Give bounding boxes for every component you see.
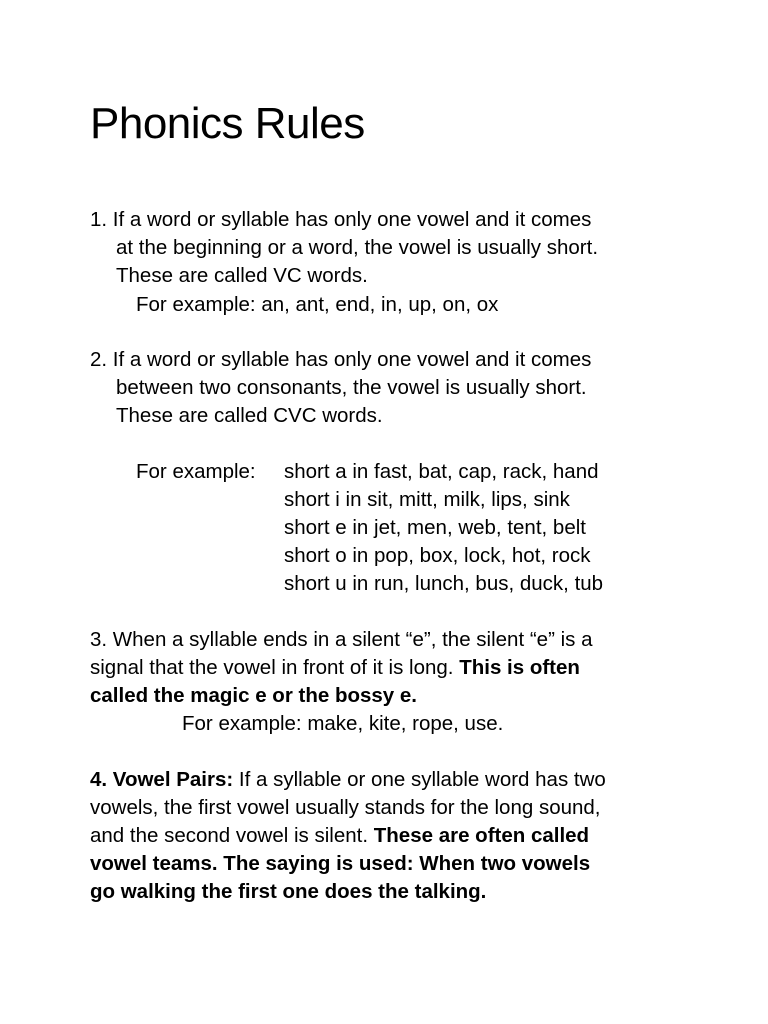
rule-1-line-1: 1. If a word or syllable has only one vowel and it comes xyxy=(90,208,592,231)
rule-3-line-2-text: signal that the vowel in front of it is long. xyxy=(90,656,460,679)
rule-3-line-3: called the magic e or the bossy e. xyxy=(90,684,417,707)
rule-1-example: For example: an, ant, end, in, up, on, ox xyxy=(136,293,499,316)
rule-2-line-1: 2. If a word or syllable has only one vowel and it comes xyxy=(90,348,592,371)
rule-3-line-2-emphasis: This is often xyxy=(459,656,580,679)
rule-1-line-2: at the beginning or a word, the vowel is usually short. xyxy=(116,236,599,259)
rule-4-line-3-text: and the second vowel is silent. xyxy=(90,824,374,847)
rule-4-line-3-emphasis: These are often called xyxy=(373,824,590,847)
rule-2-example-short-o: short o in pop, box, lock, hot, rock xyxy=(284,544,591,567)
rule-2-example-label: For example: xyxy=(136,460,256,483)
rule-4-line-1 xyxy=(90,766,606,794)
rule-2-example-short-u: short u in run, lunch, bus, duck, tub xyxy=(284,572,604,595)
rule-1-line-3: These are called VC words. xyxy=(116,264,368,287)
rule-2-example-short-e: short e in jet, men, web, tent, belt xyxy=(284,516,586,539)
rule-2-line-3: These are called CVC words. xyxy=(116,404,383,427)
rule-4-line-2: vowels, the first vowel usually stands for the long sound, xyxy=(90,796,601,819)
rule-3-example: For example: make, kite, rope, use. xyxy=(182,712,504,735)
rule-4-line-5: go walking the first one does the talking. xyxy=(90,880,487,903)
rule-2-example-short-i: short i in sit, mitt, milk, lips, sink xyxy=(284,488,570,511)
rule-4-heading: 4. Vowel Pairs: xyxy=(90,768,234,791)
page-title: Phonics Rules xyxy=(90,99,365,148)
rule-2-line-2: between two consonants, the vowel is usually short. xyxy=(116,376,587,399)
rule-4-line-3 xyxy=(90,822,589,850)
rule-3-line-2 xyxy=(90,654,580,682)
rule-4-line-1-text: If a syllable or one syllable word has two xyxy=(233,768,606,791)
rule-2-example-short-a: short a in fast, bat, cap, rack, hand xyxy=(284,460,599,483)
rule-3-line-1: 3. When a syllable ends in a silent “e”, the silent “e” is a xyxy=(90,628,593,651)
rule-4-line-4: vowel teams. The saying is used: When two vowels xyxy=(90,852,591,875)
